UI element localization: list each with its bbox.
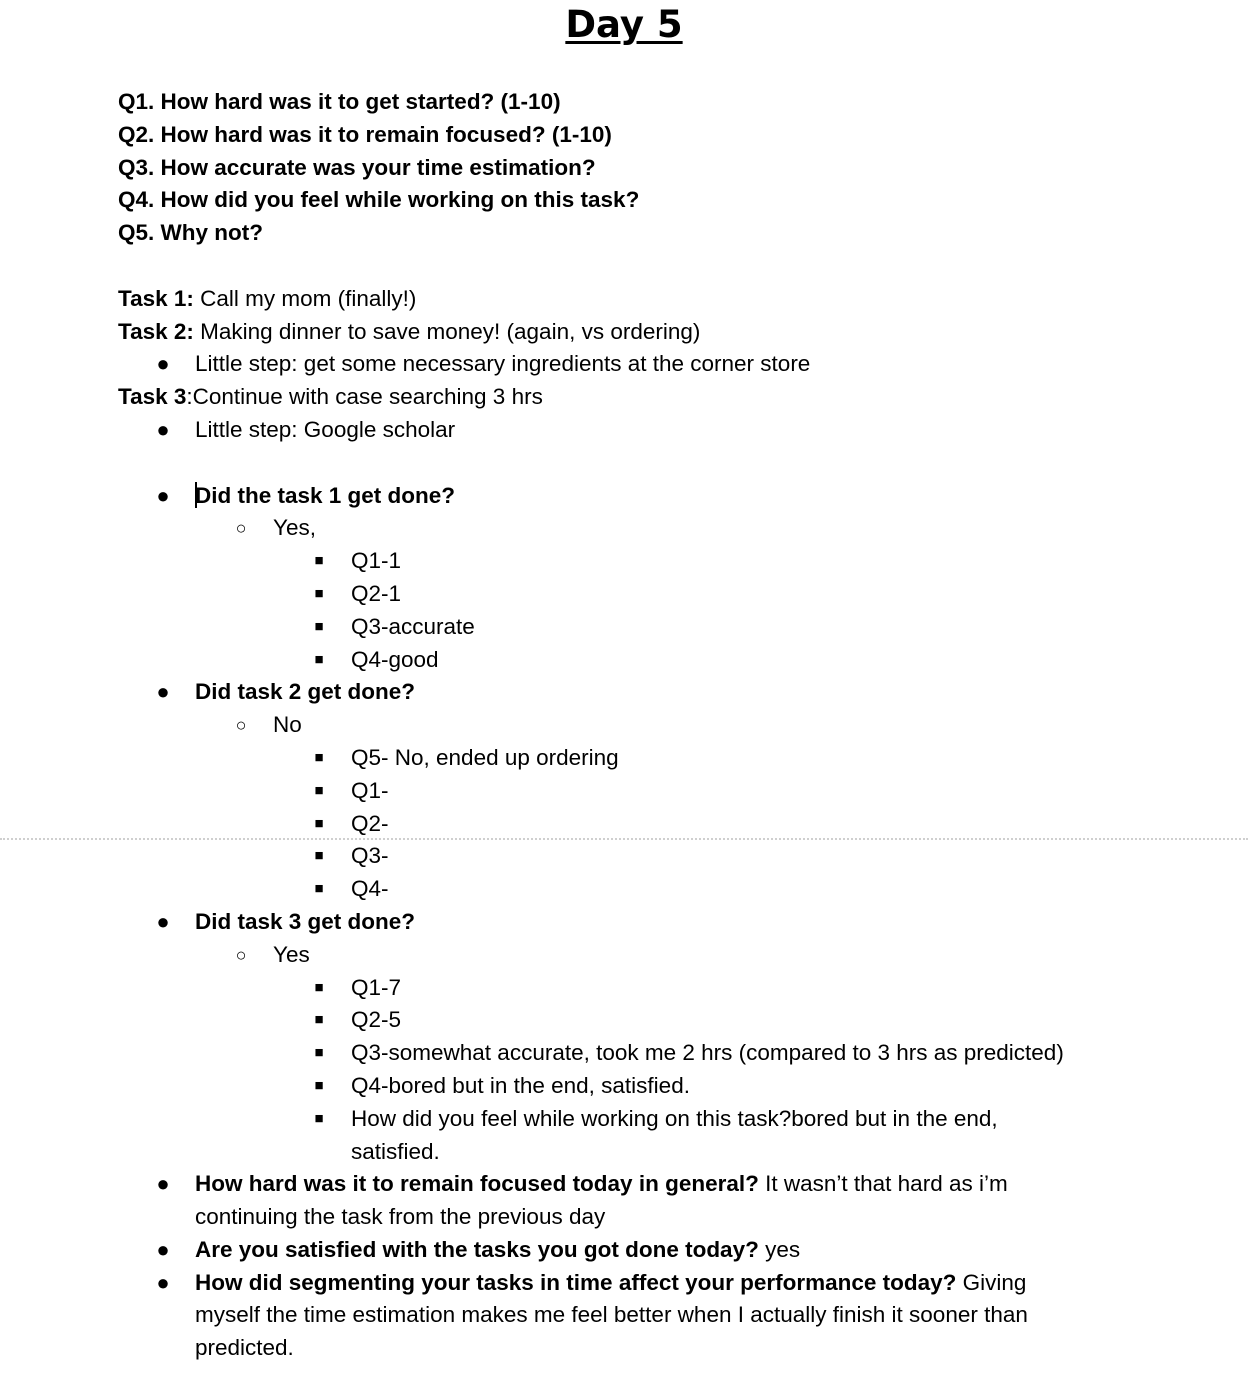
review-task-1-item-text: Q3-accurate bbox=[351, 613, 475, 639]
review-task-1-item-text: Q1-1 bbox=[351, 548, 402, 574]
review-task-3-question bbox=[118, 906, 1128, 939]
general-satisfied bbox=[118, 1234, 1128, 1267]
general-segmenting-question: How did segmenting your tasks in time affect your performance today? bbox=[195, 1269, 957, 1295]
review-task-1-answer bbox=[118, 512, 1128, 545]
circle-bullet-icon: ○ bbox=[235, 944, 247, 965]
review-task-3-item-text: Q2-5 bbox=[351, 1007, 402, 1033]
general-segmenting bbox=[118, 1267, 1085, 1365]
general-satisfied-answer: yes bbox=[758, 1236, 801, 1262]
disc-bullet-icon: ● bbox=[156, 908, 170, 934]
list-item bbox=[118, 1037, 1128, 1070]
general-segmenting-answer: Giving myself the time estimation makes me feel better when I actually finish it sooner than predicted. bbox=[195, 1269, 1028, 1361]
review-task-2-item-text: Q1- bbox=[351, 777, 389, 803]
list-item bbox=[118, 578, 1128, 611]
review-task-3-answer bbox=[118, 939, 1128, 972]
disc-bullet-icon: ● bbox=[156, 1171, 170, 1197]
document-title: Day 5 bbox=[565, 3, 683, 46]
square-bullet-icon: ■ bbox=[314, 1011, 324, 1029]
list-item bbox=[118, 873, 1128, 906]
disc-bullet-icon: ● bbox=[156, 416, 170, 442]
question-q3: Q3. How accurate was your time estimation? bbox=[118, 154, 596, 180]
disc-bullet-icon: ● bbox=[156, 679, 170, 705]
task-3-step bbox=[118, 414, 1128, 447]
review-task-3-item-text: How did you feel while working on this task?bored but in the end, satisfied. bbox=[351, 1105, 998, 1164]
list-item bbox=[118, 972, 1128, 1005]
general-satisfied-question: Are you satisfied with the tasks you got done today? bbox=[195, 1236, 759, 1262]
task-2-step bbox=[118, 348, 1128, 381]
square-bullet-icon: ■ bbox=[314, 748, 324, 766]
list-item bbox=[118, 611, 1128, 644]
disc-bullet-icon: ● bbox=[156, 1236, 170, 1262]
task-3-text: :Continue with case searching 3 hrs bbox=[186, 384, 543, 410]
disc-bullet-icon: ● bbox=[156, 482, 170, 508]
square-bullet-icon: ■ bbox=[314, 1076, 324, 1094]
task-3-line bbox=[118, 381, 1128, 414]
review-task-1-item-text: Q2-1 bbox=[351, 580, 402, 606]
task-3-step-text: Little step: Google scholar bbox=[195, 416, 456, 442]
review-task-1-question bbox=[118, 480, 1128, 513]
review-task-3-item-text: Q1-7 bbox=[351, 974, 402, 1000]
review-task-1-answer-text: Yes, bbox=[273, 515, 316, 541]
square-bullet-icon: ■ bbox=[314, 978, 324, 996]
disc-bullet-icon: ● bbox=[156, 1269, 170, 1295]
review-task-2-item-text: Q2- bbox=[351, 810, 389, 836]
general-focus-question: How hard was it to remain focused today in general? bbox=[195, 1171, 759, 1197]
list-item bbox=[118, 775, 1128, 808]
list-item bbox=[118, 545, 1128, 578]
list-item bbox=[118, 1070, 1128, 1103]
square-bullet-icon: ■ bbox=[314, 1044, 324, 1062]
review-task-2-question-text: Did task 2 get done? bbox=[195, 679, 416, 705]
review-task-1-item-text: Q4-good bbox=[351, 646, 439, 672]
list-item bbox=[118, 1004, 1128, 1037]
list-item bbox=[118, 742, 1128, 775]
square-bullet-icon: ■ bbox=[314, 781, 324, 799]
general-focus bbox=[118, 1168, 1065, 1234]
list-item bbox=[118, 840, 1128, 873]
review-task-2-item-text: Q5- No, ended up ordering bbox=[351, 744, 619, 770]
spacer bbox=[118, 447, 1128, 480]
question-q2: Q2. How hard was it to remain focused? (1-10) bbox=[118, 121, 612, 147]
square-bullet-icon: ■ bbox=[314, 552, 324, 570]
square-bullet-icon: ■ bbox=[314, 650, 324, 668]
list-item bbox=[118, 644, 1128, 677]
review-task-2-item-text: Q3- bbox=[351, 843, 389, 869]
circle-bullet-icon: ○ bbox=[235, 715, 247, 736]
square-bullet-icon: ■ bbox=[314, 814, 324, 832]
square-bullet-icon: ■ bbox=[314, 584, 324, 602]
review-task-3-question-text: Did task 3 get done? bbox=[195, 908, 416, 934]
disc-bullet-icon: ● bbox=[156, 351, 170, 377]
circle-bullet-icon: ○ bbox=[235, 518, 247, 539]
review-task-2-answer bbox=[118, 709, 1128, 742]
review-task-3-item-text: Q3-somewhat accurate, took me 2 hrs (compared to 3 hrs as predicted) bbox=[351, 1040, 1064, 1066]
list-item bbox=[118, 1103, 1051, 1169]
review-task-3-answer-text: Yes bbox=[273, 941, 310, 967]
review-task-2-question bbox=[118, 676, 1128, 709]
task-1-label: Task 1: bbox=[118, 285, 194, 311]
task-2-label: Task 2: bbox=[118, 318, 194, 344]
square-bullet-icon: ■ bbox=[314, 617, 324, 635]
task-3-label: Task 3 bbox=[118, 384, 187, 410]
review-task-2-item-text: Q4- bbox=[351, 876, 389, 902]
list-item bbox=[118, 808, 1128, 841]
square-bullet-icon: ■ bbox=[314, 847, 324, 865]
question-q1: Q1. How hard was it to get started? (1-10) bbox=[118, 89, 561, 114]
general-focus-answer: It wasn’t that hard as i’m continuing the task from the previous day bbox=[195, 1171, 1008, 1230]
square-bullet-icon: ■ bbox=[314, 880, 324, 898]
document-body[interactable] bbox=[118, 86, 1128, 1365]
task-2-text: Making dinner to save money! (again, vs ordering) bbox=[193, 318, 701, 344]
review-task-3-item-text: Q4-bored but in the end, satisfied. bbox=[351, 1072, 690, 1098]
review-task-2-answer-text: No bbox=[273, 712, 302, 738]
square-bullet-icon: ■ bbox=[314, 1109, 324, 1127]
page-break-divider bbox=[0, 838, 1248, 840]
task-1-line bbox=[118, 283, 1128, 316]
spacer bbox=[118, 250, 1128, 283]
question-q4: Q4. How did you feel while working on this task? bbox=[118, 187, 640, 213]
task-2-line bbox=[118, 316, 1128, 349]
task-1-text: Call my mom (finally!) bbox=[193, 285, 417, 311]
task-2-step-text: Little step: get some necessary ingredients at the corner store bbox=[195, 351, 811, 377]
question-q5: Q5. Why not? bbox=[118, 220, 263, 246]
review-task-1-question-text: Did the task 1 get done? bbox=[195, 482, 456, 508]
